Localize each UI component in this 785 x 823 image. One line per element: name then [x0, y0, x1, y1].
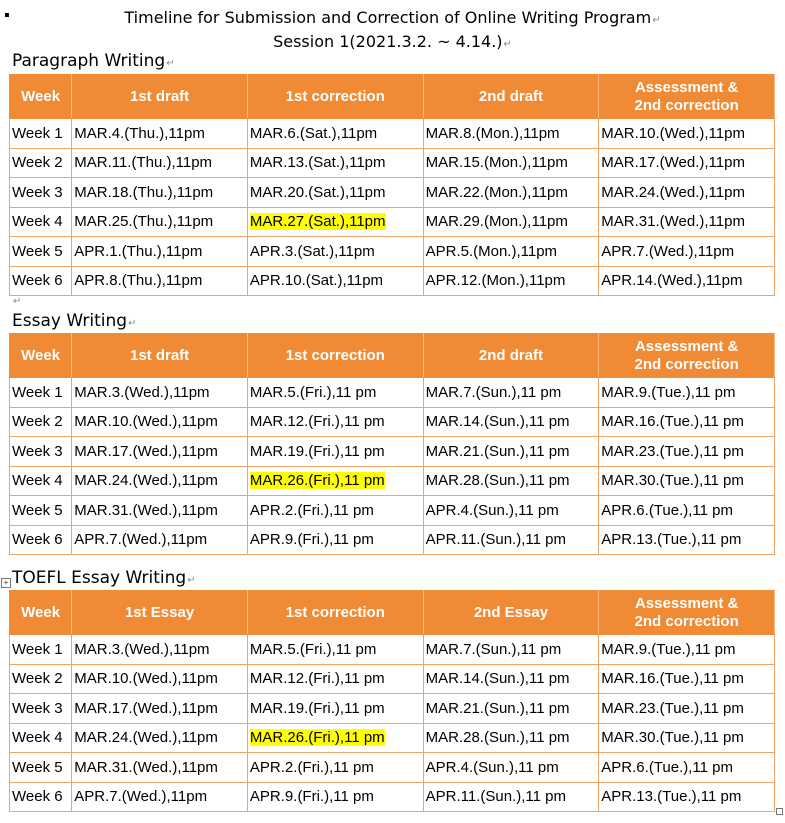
cell-text: MAR.31.(Wed.),11pm — [601, 213, 745, 231]
header-week: Week — [10, 334, 72, 378]
header-second-essay: 2nd Essay — [423, 591, 599, 635]
table-row — [10, 782, 775, 812]
header-week: Week — [10, 75, 72, 119]
header-assessment — [599, 591, 775, 635]
date-cell[interactable] — [247, 266, 423, 296]
table-row — [10, 407, 775, 437]
date-cell[interactable] — [599, 753, 775, 783]
cell-text: MAR.6.(Sat.),11pm — [249, 124, 378, 142]
session-subtitle-text: Session 1(2021.3.2. ~ 4.14.) — [273, 32, 503, 51]
cell-text: MAR.18.(Thu.),11pm — [74, 183, 214, 201]
cell-text: Week 3 — [12, 183, 63, 201]
week-cell[interactable] — [10, 664, 72, 694]
date-cell[interactable] — [247, 664, 423, 694]
cell-text: MAR.22.(Mon.),11pm — [425, 183, 568, 201]
table-row — [10, 178, 775, 208]
cell-text: MAR.14.(Sun.),11 pm — [425, 413, 570, 431]
date-cell[interactable] — [247, 407, 423, 437]
paragraph-mark-icon: ↵ — [166, 58, 175, 69]
table-row — [10, 148, 775, 178]
cell-text: Week 6 — [12, 272, 63, 290]
cell-text: Week 1 — [12, 383, 63, 401]
section-title-toefl-essay-writing — [12, 567, 196, 592]
date-cell[interactable] — [247, 496, 423, 526]
cell-text: Week 4 — [12, 472, 63, 490]
date-cell[interactable] — [247, 525, 423, 555]
header-assessment — [599, 334, 775, 378]
section-title-paragraph-writing — [12, 50, 175, 75]
week-cell[interactable] — [10, 525, 72, 555]
cell-text: MAR.31.(Wed.),11pm — [74, 758, 218, 776]
date-cell[interactable] — [72, 378, 248, 408]
paragraph-mark-icon: ↵ — [13, 296, 22, 307]
cell-text: APR.6.(Tue.),11 pm — [601, 758, 734, 776]
table-header-row — [10, 591, 775, 635]
date-cell[interactable] — [72, 694, 248, 724]
essay-writing-table — [9, 333, 775, 555]
cell-text: MAR.28.(Sun.),11 pm — [425, 472, 570, 490]
list-bullet: ▪ — [4, 7, 10, 24]
table-row — [10, 378, 775, 408]
table-row — [10, 635, 775, 665]
cell-text: MAR.24.(Wed.),11pm — [74, 472, 218, 490]
cell-text: Week 6 — [12, 788, 63, 806]
table-row — [10, 466, 775, 496]
section-title-text: Paragraph Writing — [12, 51, 166, 71]
date-cell[interactable] — [423, 723, 599, 753]
cell-text: MAR.19.(Fri.),11 pm — [249, 699, 385, 717]
section-title-essay-writing — [12, 310, 136, 335]
table-row — [10, 266, 775, 296]
week-cell[interactable] — [10, 496, 72, 526]
date-cell[interactable] — [72, 237, 248, 267]
cell-text: Week 3 — [12, 442, 63, 460]
week-cell[interactable] — [10, 207, 72, 237]
document-title-text: Timeline for Submission and Correction of Online Writing Program — [124, 8, 652, 27]
date-cell[interactable] — [72, 496, 248, 526]
cell-text: APR.9.(Fri.),11 pm — [249, 531, 374, 549]
date-cell[interactable] — [599, 723, 775, 753]
week-cell[interactable] — [10, 119, 72, 149]
cell-text: Week 5 — [12, 501, 63, 519]
table-move-handle-icon[interactable]: + — [1, 578, 11, 588]
date-cell[interactable] — [423, 207, 599, 237]
date-cell[interactable] — [599, 378, 775, 408]
section-title-text: Essay Writing — [12, 311, 128, 331]
cell-text: APR.7.(Wed.),11pm — [74, 531, 208, 549]
date-cell[interactable] — [599, 525, 775, 555]
cell-text: APR.11.(Sun.),11 pm — [425, 531, 566, 549]
header-assessment-line2: 2nd correction — [634, 612, 739, 630]
date-cell[interactable] — [423, 237, 599, 267]
cell-text: MAR.3.(Wed.),11pm — [74, 640, 210, 658]
date-cell[interactable] — [247, 207, 423, 237]
date-cell[interactable] — [247, 723, 423, 753]
date-cell[interactable] — [247, 782, 423, 812]
date-cell[interactable] — [423, 378, 599, 408]
date-cell[interactable] — [599, 635, 775, 665]
week-cell[interactable] — [10, 694, 72, 724]
date-cell[interactable] — [423, 437, 599, 467]
header-assessment-line2: 2nd correction — [634, 96, 739, 114]
table-row — [10, 237, 775, 267]
cell-text: MAR.11.(Thu.),11pm — [74, 154, 213, 172]
cell-text: APR.2.(Fri.),11 pm — [249, 758, 374, 776]
week-cell[interactable] — [10, 782, 72, 812]
week-cell[interactable] — [10, 635, 72, 665]
cell-text: MAR.28.(Sun.),11 pm — [425, 729, 570, 747]
cell-text: MAR.21.(Sun.),11 pm — [425, 442, 570, 460]
toefl-essay-writing-table — [9, 590, 775, 812]
cell-text: MAR.24.(Wed.),11pm — [601, 183, 745, 201]
date-cell[interactable] — [423, 525, 599, 555]
date-cell[interactable] — [599, 148, 775, 178]
date-cell[interactable] — [599, 178, 775, 208]
cell-text: Week 5 — [12, 758, 63, 776]
header-first-correction: 1st correction — [247, 75, 423, 119]
cell-text: MAR.10.(Wed.),11pm — [74, 670, 218, 688]
cell-text: APR.11.(Sun.),11 pm — [425, 788, 566, 806]
date-cell[interactable] — [72, 723, 248, 753]
cell-text: MAR.9.(Tue.),11 pm — [601, 640, 736, 658]
table-row — [10, 496, 775, 526]
date-cell[interactable] — [72, 466, 248, 496]
week-cell[interactable] — [10, 178, 72, 208]
date-cell[interactable] — [247, 466, 423, 496]
date-cell[interactable] — [247, 378, 423, 408]
week-cell[interactable] — [10, 378, 72, 408]
cell-text: APR.7.(Wed.),11pm — [601, 242, 735, 260]
cell-text: Week 6 — [12, 531, 63, 549]
date-cell[interactable] — [423, 496, 599, 526]
cell-text: MAR.27.(Sat.),11pm — [249, 213, 386, 231]
date-cell[interactable] — [599, 437, 775, 467]
cell-text: Week 2 — [12, 154, 63, 172]
date-cell[interactable] — [72, 437, 248, 467]
cell-text: Week 3 — [12, 699, 63, 717]
table-resize-handle-icon[interactable] — [776, 808, 783, 815]
cell-text: MAR.10.(Wed.),11pm — [601, 124, 745, 142]
header-first-essay: 1st Essay — [72, 591, 248, 635]
cell-text: MAR.26.(Fri.),11 pm — [249, 472, 385, 490]
cell-text: MAR.21.(Sun.),11 pm — [425, 699, 570, 717]
date-cell[interactable] — [423, 664, 599, 694]
date-cell[interactable] — [247, 178, 423, 208]
cell-text: MAR.10.(Wed.),11pm — [74, 413, 218, 431]
date-cell[interactable] — [423, 694, 599, 724]
table-row — [10, 207, 775, 237]
cell-text: Week 1 — [12, 640, 63, 658]
paragraph-mark-icon: ↵ — [503, 39, 512, 50]
week-cell[interactable] — [10, 266, 72, 296]
cell-text: Week 4 — [12, 213, 63, 231]
table-row — [10, 694, 775, 724]
cell-text: APR.12.(Mon.),11pm — [425, 272, 566, 290]
table-row — [10, 437, 775, 467]
header-first-correction: 1st correction — [247, 591, 423, 635]
date-cell[interactable] — [423, 635, 599, 665]
header-week: Week — [10, 591, 72, 635]
date-cell[interactable] — [423, 782, 599, 812]
date-cell[interactable] — [423, 119, 599, 149]
cell-text: APR.13.(Tue.),11 pm — [601, 788, 742, 806]
date-cell[interactable] — [247, 237, 423, 267]
cell-text: MAR.20.(Sat.),11pm — [249, 183, 386, 201]
cell-text: MAR.15.(Mon.),11pm — [425, 154, 568, 172]
cell-text: MAR.19.(Fri.),11 pm — [249, 442, 385, 460]
date-cell[interactable] — [599, 407, 775, 437]
cell-text: MAR.12.(Fri.),11 pm — [249, 413, 385, 431]
date-cell[interactable] — [599, 119, 775, 149]
date-cell[interactable] — [423, 407, 599, 437]
cell-text: APR.4.(Sun.),11 pm — [425, 758, 559, 776]
header-assessment-line2: 2nd correction — [634, 355, 739, 373]
date-cell[interactable] — [72, 207, 248, 237]
date-cell[interactable] — [247, 694, 423, 724]
cell-text: MAR.5.(Fri.),11 pm — [249, 383, 377, 401]
date-cell[interactable] — [72, 119, 248, 149]
cell-text: MAR.26.(Fri.),11 pm — [249, 729, 385, 747]
week-cell[interactable] — [10, 723, 72, 753]
cell-text: MAR.3.(Wed.),11pm — [74, 383, 210, 401]
cell-text: APR.8.(Thu.),11pm — [74, 272, 203, 290]
date-cell[interactable] — [599, 496, 775, 526]
cell-text: MAR.8.(Mon.),11pm — [425, 124, 560, 142]
section-title-text: TOEFL Essay Writing — [12, 568, 187, 588]
date-cell[interactable] — [423, 753, 599, 783]
week-cell[interactable] — [10, 148, 72, 178]
week-cell[interactable] — [10, 437, 72, 467]
date-cell[interactable] — [247, 148, 423, 178]
table-header-row — [10, 334, 775, 378]
cell-text: MAR.17.(Wed.),11pm — [74, 699, 218, 717]
cell-text: MAR.16.(Tue.),11 pm — [601, 670, 744, 688]
cell-text: APR.1.(Thu.),11pm — [74, 242, 203, 260]
date-cell[interactable] — [599, 207, 775, 237]
header-first-draft: 1st draft — [72, 75, 248, 119]
cell-text: Week 4 — [12, 729, 63, 747]
table-row — [10, 753, 775, 783]
cell-text: APR.9.(Fri.),11 pm — [249, 788, 374, 806]
document-title — [0, 7, 785, 32]
date-cell[interactable] — [72, 782, 248, 812]
cell-text: MAR.17.(Wed.),11pm — [601, 154, 745, 172]
date-cell[interactable] — [247, 635, 423, 665]
cell-text: APR.6.(Tue.),11 pm — [601, 501, 734, 519]
week-cell[interactable] — [10, 466, 72, 496]
cell-text: APR.2.(Fri.),11 pm — [249, 501, 374, 519]
cell-text: MAR.16.(Tue.),11 pm — [601, 413, 744, 431]
cell-text: MAR.23.(Tue.),11 pm — [601, 699, 744, 717]
cell-text: APR.14.(Wed.),11pm — [601, 272, 743, 290]
date-cell[interactable] — [72, 266, 248, 296]
cell-text: MAR.30.(Tue.),11 pm — [601, 729, 744, 747]
cell-text: MAR.9.(Tue.),11 pm — [601, 383, 736, 401]
date-cell[interactable] — [72, 407, 248, 437]
cell-text: Week 2 — [12, 413, 63, 431]
header-second-draft: 2nd draft — [423, 75, 599, 119]
date-cell[interactable] — [423, 466, 599, 496]
cell-text: MAR.17.(Wed.),11pm — [74, 442, 218, 460]
date-cell[interactable] — [599, 266, 775, 296]
date-cell[interactable] — [599, 237, 775, 267]
cell-text: MAR.31.(Wed.),11pm — [74, 501, 218, 519]
cell-text: APR.7.(Wed.),11pm — [74, 788, 208, 806]
header-assessment-line1: Assessment & — [634, 337, 739, 355]
table-row — [10, 119, 775, 149]
cell-text: MAR.30.(Tue.),11 pm — [601, 472, 744, 490]
cell-text: MAR.5.(Fri.),11 pm — [249, 640, 377, 658]
table-header-row — [10, 75, 775, 119]
date-cell[interactable] — [72, 178, 248, 208]
table-row — [10, 723, 775, 753]
cell-text: APR.13.(Tue.),11 pm — [601, 531, 742, 549]
week-cell[interactable] — [10, 753, 72, 783]
date-cell[interactable] — [599, 694, 775, 724]
cell-text: APR.4.(Sun.),11 pm — [425, 501, 559, 519]
cell-text: MAR.14.(Sun.),11 pm — [425, 670, 570, 688]
date-cell[interactable] — [72, 525, 248, 555]
week-cell[interactable] — [10, 407, 72, 437]
week-cell[interactable] — [10, 237, 72, 267]
header-assessment-line1: Assessment & — [634, 78, 739, 96]
date-cell[interactable] — [599, 466, 775, 496]
header-second-draft: 2nd draft — [423, 334, 599, 378]
header-first-correction: 1st correction — [247, 334, 423, 378]
cell-text: MAR.24.(Wed.),11pm — [74, 729, 218, 747]
header-assessment — [599, 75, 775, 119]
date-cell[interactable] — [599, 664, 775, 694]
table-row — [10, 664, 775, 694]
table-row — [10, 525, 775, 555]
cell-text: APR.5.(Mon.),11pm — [425, 242, 558, 260]
date-cell[interactable] — [599, 782, 775, 812]
date-cell[interactable] — [247, 753, 423, 783]
date-cell[interactable] — [72, 148, 248, 178]
header-first-draft: 1st draft — [72, 334, 248, 378]
date-cell[interactable] — [72, 664, 248, 694]
cell-text: MAR.29.(Mon.),11pm — [425, 213, 568, 231]
cell-text: MAR.7.(Sun.),11 pm — [425, 640, 562, 658]
cell-text: MAR.12.(Fri.),11 pm — [249, 670, 385, 688]
date-cell[interactable] — [247, 119, 423, 149]
cell-text: Week 1 — [12, 124, 63, 142]
cell-text: MAR.13.(Sat.),11pm — [249, 154, 386, 172]
header-assessment-line1: Assessment & — [634, 594, 739, 612]
cell-text: Week 5 — [12, 242, 63, 260]
date-cell[interactable] — [423, 266, 599, 296]
date-cell[interactable] — [72, 753, 248, 783]
date-cell[interactable] — [72, 635, 248, 665]
cell-text: MAR.23.(Tue.),11 pm — [601, 442, 744, 460]
date-cell[interactable] — [247, 437, 423, 467]
cell-text: APR.10.(Sat.),11pm — [249, 272, 384, 290]
paragraph-mark-icon: ↵ — [128, 318, 137, 329]
cell-text: MAR.7.(Sun.),11 pm — [425, 383, 562, 401]
date-cell[interactable] — [423, 178, 599, 208]
cell-text: MAR.4.(Thu.),11pm — [74, 124, 205, 142]
cell-text: APR.3.(Sat.),11pm — [249, 242, 375, 260]
cell-text: MAR.25.(Thu.),11pm — [74, 213, 214, 231]
paragraph-mark-icon: ↵ — [652, 15, 661, 26]
cell-text: Week 2 — [12, 670, 63, 688]
paragraph-writing-table — [9, 74, 775, 296]
date-cell[interactable] — [423, 148, 599, 178]
paragraph-mark-icon: ↵ — [187, 575, 196, 586]
